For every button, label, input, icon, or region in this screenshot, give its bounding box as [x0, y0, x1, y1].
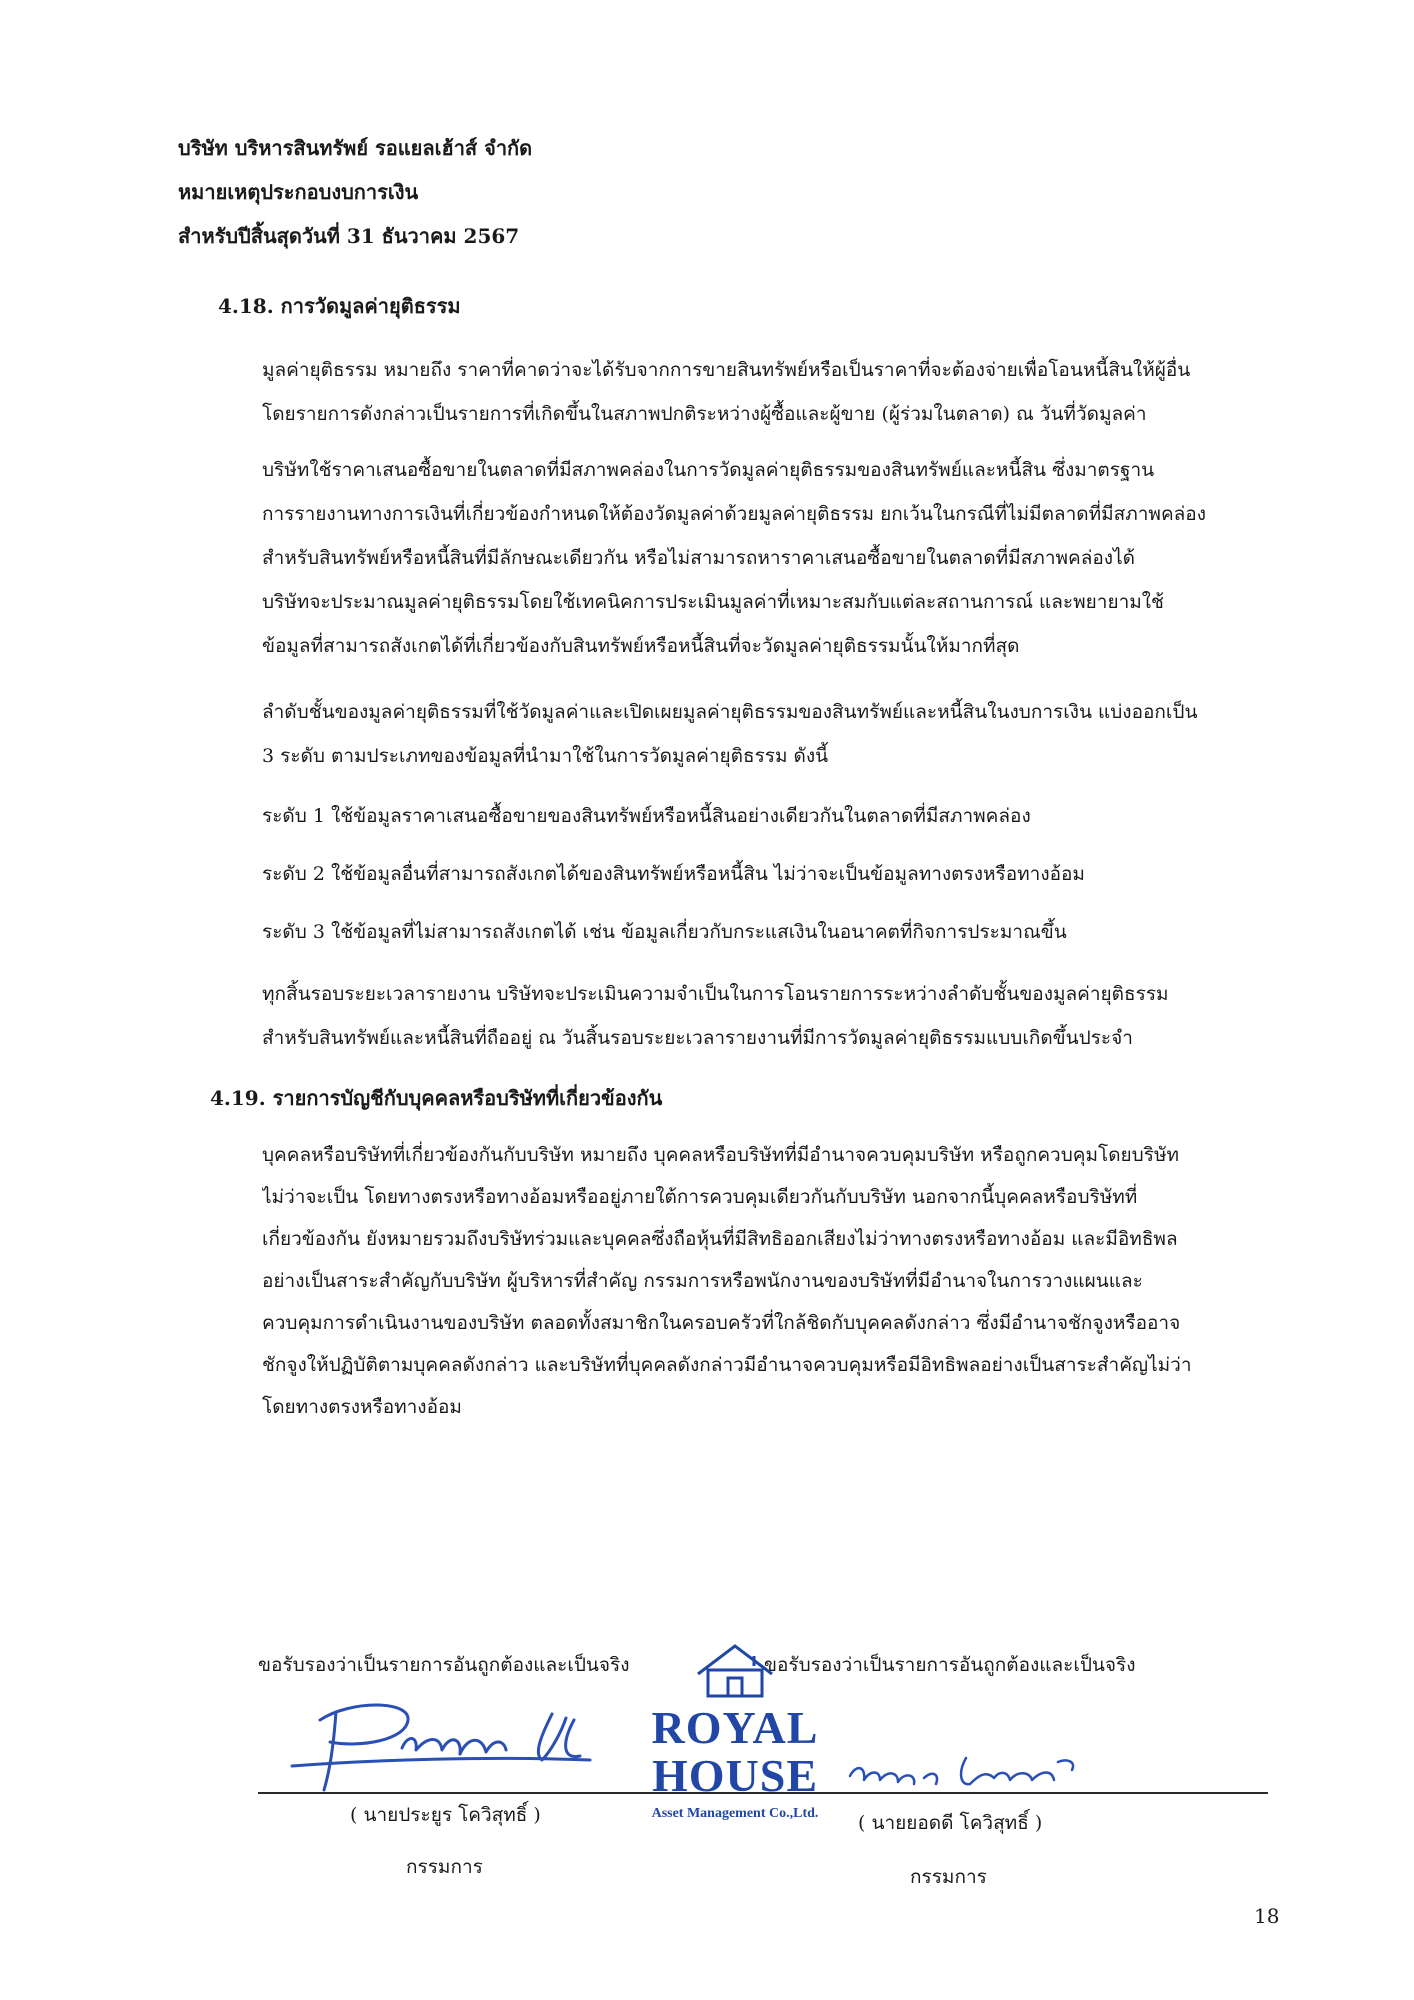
seal-company-name: Asset Management Co.,Ltd.: [651, 1806, 819, 1821]
reporting-period: สำหรับปีสิ้นสุดวันที่ 31 ธันวาคม 2567: [178, 224, 520, 248]
paragraph-line: อย่างเป็นสาระสำคัญกับบริษัท ผู้บริหารที่สำคัญ กรรมการหรือพนักงานของบริษัทที่มีอำนาจในการวางแผนและ: [262, 1270, 1143, 1292]
section-4-18-paragraph-4: [262, 972, 1302, 1060]
paragraph-line: โดยทางตรงหรือทางอ้อม: [262, 1396, 462, 1418]
seal-word-royal: ROYAL: [651, 1702, 819, 1753]
paragraph-line: ควบคุมการดำเนินงานของบริษัท ตลอดทั้งสมาชิกในครอบครัวที่ใกล้ชิดกับบุคคลดังกล่าว ซึ่งมีอำนาจชักจูงหรืออาจ: [262, 1312, 1181, 1334]
paragraph-line: การรายงานทางการเงินที่เกี่ยวข้องกำหนดให้ต้องวัดมูลค่าด้วยมูลค่ายุติธรรม ยกเว้นในกรณีที่ไม่มีตลาดที่มีสภาพคล่อง: [262, 503, 1206, 525]
paragraph-line: บริษัทจะประมาณมูลค่ายุติธรรมโดยใช้เทคนิคการประเมินมูลค่าที่เหมาะสมกับแต่ละสถานการณ์ และพยายามใช้: [262, 591, 1164, 613]
right-certification-text: ขอรับรองว่าเป็นรายการอันถูกต้องและเป็นจริง: [764, 1654, 1136, 1676]
paragraph-line: ลำดับชั้นของมูลค่ายุติธรรมที่ใช้วัดมูลค่าและเปิดเผยมูลค่ายุติธรรมของสินทรัพย์และหนี้สินในงบการเงิน แบ่งออกเป็น: [262, 701, 1198, 723]
left-certification-text: ขอรับรองว่าเป็นรายการอันถูกต้องและเป็นจริง: [258, 1654, 630, 1676]
fair-value-level-1: ระดับ 1 ใช้ข้อมูลราคาเสนอซื้อขายของสินทรัพย์หรือหนี้สินอย่างเดียวกันในตลาดที่มีสภาพคล่อง: [262, 805, 1031, 827]
paragraph-line: สำหรับสินทรัพย์และหนี้สินที่ถืออยู่ ณ วันสิ้นรอบระยะเวลารายงานที่มีการวัดมูลค่ายุติธรรมแบบเกิดขึ้นประจำ: [262, 1027, 1133, 1049]
fair-value-level-3: ระดับ 3 ใช้ข้อมูลที่ไม่สามารถสังเกตได้ เช่น ข้อมูลเกี่ยวกับกระแสเงินในอนาคตที่กิจการประมาณขึ้น: [262, 921, 1067, 943]
fair-value-levels: [262, 794, 1302, 968]
left-handwritten-signature: [290, 1690, 620, 1800]
section-4-18-title: 4.18. การวัดมูลค่ายุติธรรม: [218, 294, 461, 318]
right-signatory-name: ( นายยอดดี โควิสุทธิ์ ): [858, 1812, 1043, 1834]
left-signatory-name: ( นายประยูร โควิสุทธิ์ ): [350, 1804, 541, 1826]
page-number: 18: [1254, 1904, 1280, 1928]
right-signatory-position: กรรมการ: [910, 1866, 987, 1888]
house-logo-icon: [690, 1640, 780, 1700]
section-4-18-paragraph-2: [262, 448, 1302, 668]
section-4-18-paragraph-3: [262, 690, 1302, 778]
paragraph-line: 3 ระดับ ตามประเภทของข้อมูลที่นำมาใช้ในการวัดมูลค่ายุติธรรม ดังนี้: [262, 745, 829, 767]
document-title: หมายเหตุประกอบงบการเงิน: [178, 180, 419, 204]
paragraph-line: บุคคลหรือบริษัทที่เกี่ยวข้องกันกับบริษัท หมายถึง บุคคลหรือบริษัทที่มีอำนาจควบคุมบริษัท หรือถูกควบคุมโดยบริษัท: [262, 1144, 1180, 1166]
right-handwritten-signature: [846, 1740, 1086, 1810]
document-header: [178, 126, 1178, 258]
fair-value-level-2: ระดับ 2 ใช้ข้อมูลอื่นที่สามารถสังเกตได้ของสินทรัพย์หรือหนี้สิน ไม่ว่าจะเป็นข้อมูลทางตรงหรือทางอ้อม: [262, 863, 1085, 885]
paragraph-line: มูลค่ายุติธรรม หมายถึง ราคาที่คาดว่าจะได้รับจากการขายสินทรัพย์หรือเป็นราคาที่จะต้องจ่ายเพื่อโอนหนี้สินให้ผู้อื่น: [262, 359, 1191, 381]
section-4-19-paragraph-1: [262, 1134, 1302, 1428]
seal-word-house: HOUSE: [651, 1750, 819, 1801]
paragraph-line: ข้อมูลที่สามารถสังเกตได้ที่เกี่ยวข้องกับสินทรัพย์หรือหนี้สินที่จะวัดมูลค่ายุติธรรมนั้นให้มากที่สุด: [262, 635, 1020, 657]
section-4-19-title: 4.19. รายการบัญชีกับบุคคลหรือบริษัทที่เกี่ยวข้องกัน: [210, 1086, 663, 1110]
company-seal: [640, 1640, 830, 1880]
paragraph-line: เกี่ยวข้องกัน ยังหมายรวมถึงบริษัทร่วมและบุคคลซึ่งถือหุ้นที่มีสิทธิออกเสียงไม่ว่าทางตรงหรือทางอ้อม และมีอิทธิพล: [262, 1228, 1178, 1250]
paragraph-line: โดยรายการดังกล่าวเป็นรายการที่เกิดขึ้นในสภาพปกติระหว่างผู้ซื้อและผู้ขาย (ผู้ร่วมในตลาด) ณ วันที่วัดมูลค่า: [262, 403, 1147, 425]
paragraph-line: ชักจูงให้ปฏิบัติตามบุคคลดังกล่าว และบริษัทที่บุคคลดังกล่าวมีอำนาจควบคุมหรือมีอิทธิพลอย่างเป็นสาระสำคัญไม่ว่า: [262, 1354, 1192, 1376]
paragraph-line: ไม่ว่าจะเป็น โดยทางตรงหรือทางอ้อมหรืออยู่ภายใต้การควบคุมเดียวกันกับบริษัท นอกจากนี้บุคคลหรือบริษัทที่: [262, 1186, 1138, 1208]
left-signatory-position: กรรมการ: [406, 1856, 483, 1878]
paragraph-line: ทุกสิ้นรอบระยะเวลารายงาน บริษัทจะประเมินความจำเป็นในการโอนรายการระหว่างลำดับชั้นของมูลค่ายุติธรรม: [262, 983, 1169, 1005]
company-name: บริษัท บริหารสินทรัพย์ รอแยลเฮ้าส์ จำกัด: [178, 136, 533, 160]
paragraph-line: บริษัทใช้ราคาเสนอซื้อขายในตลาดที่มีสภาพคล่องในการวัดมูลค่ายุติธรรมของสินทรัพย์และหนี้สิน ซึ่งมาตรฐาน: [262, 459, 1155, 481]
paragraph-line: สำหรับสินทรัพย์หรือหนี้สินที่มีลักษณะเดียวกัน หรือไม่สามารถหาราคาเสนอซื้อขายในตลาดที่มีสภาพคล่องได้: [262, 547, 1135, 569]
section-4-18-paragraph-1: [262, 348, 1302, 436]
